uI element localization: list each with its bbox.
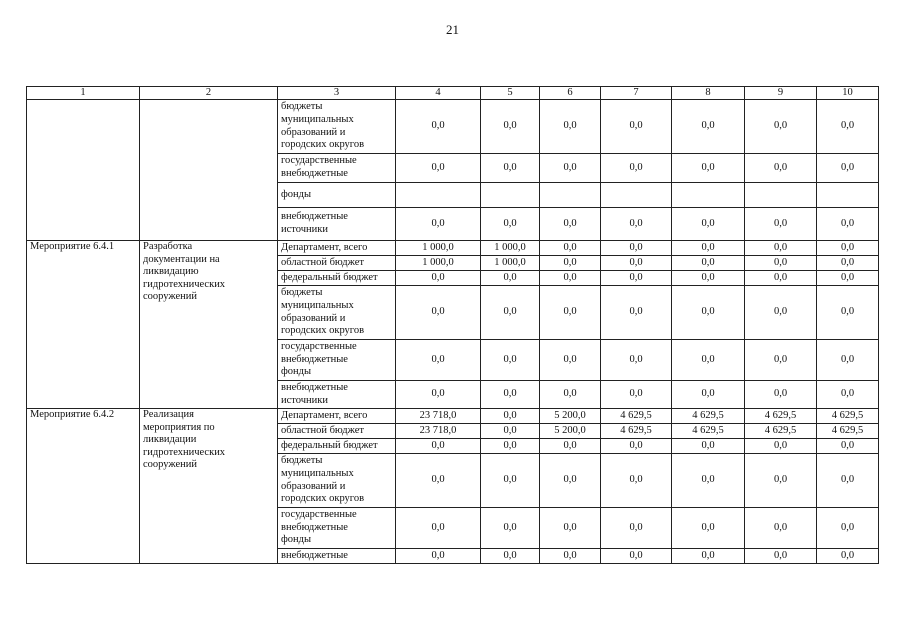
value-cell: 0,0 [745,454,817,508]
funding-source: Департамент, всего [278,409,396,424]
funding-source: Департамент, всего [278,241,396,256]
value-cell: 0,0 [745,241,817,256]
funding-source: федеральный бюджет [278,271,396,286]
value-cell: 0,0 [540,100,601,154]
funding-source: областной бюджет [278,424,396,439]
value-cell: 0,0 [745,271,817,286]
value-cell: 0,0 [540,381,601,409]
value-cell: 4 629,5 [745,409,817,424]
value-cell: 0,0 [396,439,481,454]
value-cell: 0,0 [396,381,481,409]
value-cell: 4 629,5 [745,424,817,439]
table-row [27,409,879,424]
value-cell: 0,0 [672,100,745,154]
value-cell [540,183,601,208]
budget-table [26,86,879,564]
funding-source: внебюджетные [278,549,396,564]
table-row [27,241,879,256]
value-cell: 0,0 [672,340,745,381]
value-cell: 5 200,0 [540,409,601,424]
column-header: 5 [481,87,540,100]
column-number-row [27,87,879,100]
value-cell: 0,0 [817,271,879,286]
column-header: 1 [27,87,140,100]
value-cell: 0,0 [672,154,745,183]
value-cell: 0,0 [540,256,601,271]
value-cell: 0,0 [745,154,817,183]
value-cell: 0,0 [481,100,540,154]
value-cell: 0,0 [817,381,879,409]
value-cell: 0,0 [601,381,672,409]
value-cell: 0,0 [481,439,540,454]
column-header: 8 [672,87,745,100]
value-cell: 0,0 [817,286,879,340]
funding-source: бюджеты муниципальных образований и городских округов [278,286,396,340]
value-cell: 0,0 [817,340,879,381]
value-cell [745,183,817,208]
funding-source: бюджеты муниципальных образований и городских округов [278,100,396,154]
value-cell: 0,0 [601,549,672,564]
value-cell: 0,0 [745,340,817,381]
value-cell: 0,0 [817,439,879,454]
column-header: 2 [140,87,278,100]
value-cell: 0,0 [481,454,540,508]
value-cell: 0,0 [540,439,601,454]
value-cell: 4 629,5 [672,409,745,424]
value-cell: 0,0 [481,549,540,564]
funding-source: областной бюджет [278,256,396,271]
value-cell: 0,0 [481,286,540,340]
value-cell: 1 000,0 [481,241,540,256]
funding-source: внебюджетные источники [278,208,396,241]
value-cell: 1 000,0 [396,241,481,256]
value-cell: 0,0 [601,454,672,508]
value-cell: 0,0 [540,508,601,549]
column-header: 6 [540,87,601,100]
column-header: 4 [396,87,481,100]
table-row [27,100,879,154]
description-cell [140,100,278,241]
value-cell: 0,0 [540,271,601,286]
value-cell: 0,0 [481,424,540,439]
value-cell: 4 629,5 [601,424,672,439]
value-cell: 0,0 [540,454,601,508]
value-cell [601,183,672,208]
value-cell: 0,0 [540,340,601,381]
funding-source: государственные внебюджетные фонды [278,508,396,549]
activity-description: Реализация мероприятия по ликвидации гидротехнических сооружений [140,409,278,564]
value-cell: 0,0 [481,381,540,409]
value-cell: 0,0 [817,549,879,564]
funding-source: федеральный бюджет [278,439,396,454]
value-cell: 0,0 [481,208,540,241]
value-cell: 0,0 [396,549,481,564]
value-cell: 0,0 [601,508,672,549]
value-cell [672,183,745,208]
value-cell: 0,0 [817,256,879,271]
value-cell: 0,0 [745,208,817,241]
value-cell: 0,0 [745,286,817,340]
value-cell: 0,0 [745,549,817,564]
value-cell: 0,0 [817,208,879,241]
value-cell: 0,0 [601,100,672,154]
value-cell: 0,0 [481,271,540,286]
activity-cell [27,100,140,241]
column-header: 3 [278,87,396,100]
value-cell: 0,0 [481,154,540,183]
value-cell: 0,0 [396,340,481,381]
column-header: 10 [817,87,879,100]
value-cell: 0,0 [396,454,481,508]
value-cell: 0,0 [672,439,745,454]
value-cell: 0,0 [817,508,879,549]
value-cell: 4 629,5 [601,409,672,424]
activity-description: Разработка документации на ликвидацию гидротехнических сооружений [140,241,278,409]
funding-source: бюджеты муниципальных образований и городских округов [278,454,396,508]
value-cell: 0,0 [396,154,481,183]
value-cell: 0,0 [672,241,745,256]
value-cell: 0,0 [745,381,817,409]
value-cell: 5 200,0 [540,424,601,439]
value-cell: 0,0 [396,208,481,241]
value-cell [481,183,540,208]
value-cell: 0,0 [396,271,481,286]
funding-source: государственные внебюджетные [278,154,396,183]
value-cell: 0,0 [396,508,481,549]
funding-source: фонды [278,183,396,208]
value-cell: 23 718,0 [396,424,481,439]
value-cell: 0,0 [672,286,745,340]
value-cell: 0,0 [540,154,601,183]
value-cell [396,183,481,208]
page-number: 21 [446,22,459,37]
activity-name: Мероприятие 6.4.2 [27,409,140,564]
value-cell: 23 718,0 [396,409,481,424]
value-cell [817,183,879,208]
value-cell: 0,0 [817,454,879,508]
value-cell: 0,0 [601,271,672,286]
value-cell: 0,0 [540,241,601,256]
value-cell: 0,0 [672,549,745,564]
value-cell: 0,0 [540,208,601,241]
value-cell: 4 629,5 [672,424,745,439]
value-cell: 0,0 [817,154,879,183]
activity-name: Мероприятие 6.4.1 [27,241,140,409]
value-cell: 0,0 [672,208,745,241]
value-cell: 0,0 [396,100,481,154]
value-cell: 0,0 [601,340,672,381]
value-cell: 0,0 [601,439,672,454]
value-cell: 1 000,0 [481,256,540,271]
value-cell: 0,0 [481,508,540,549]
value-cell: 0,0 [540,286,601,340]
value-cell: 0,0 [672,381,745,409]
value-cell: 4 629,5 [817,424,879,439]
column-header: 9 [745,87,817,100]
value-cell: 0,0 [540,549,601,564]
value-cell: 0,0 [672,454,745,508]
value-cell: 0,0 [817,100,879,154]
value-cell: 0,0 [601,208,672,241]
funding-source: государственные внебюджетные фонды [278,340,396,381]
value-cell: 0,0 [672,271,745,286]
value-cell: 0,0 [745,508,817,549]
value-cell: 0,0 [745,256,817,271]
value-cell: 1 000,0 [396,256,481,271]
value-cell: 0,0 [745,439,817,454]
value-cell: 0,0 [672,508,745,549]
value-cell: 0,0 [672,256,745,271]
value-cell: 4 629,5 [817,409,879,424]
value-cell: 0,0 [601,154,672,183]
value-cell: 0,0 [481,409,540,424]
value-cell: 0,0 [817,241,879,256]
value-cell: 0,0 [745,100,817,154]
value-cell: 0,0 [601,286,672,340]
value-cell: 0,0 [601,241,672,256]
value-cell: 0,0 [396,286,481,340]
value-cell: 0,0 [481,340,540,381]
value-cell: 0,0 [601,256,672,271]
funding-source: внебюджетные источники [278,381,396,409]
column-header: 7 [601,87,672,100]
